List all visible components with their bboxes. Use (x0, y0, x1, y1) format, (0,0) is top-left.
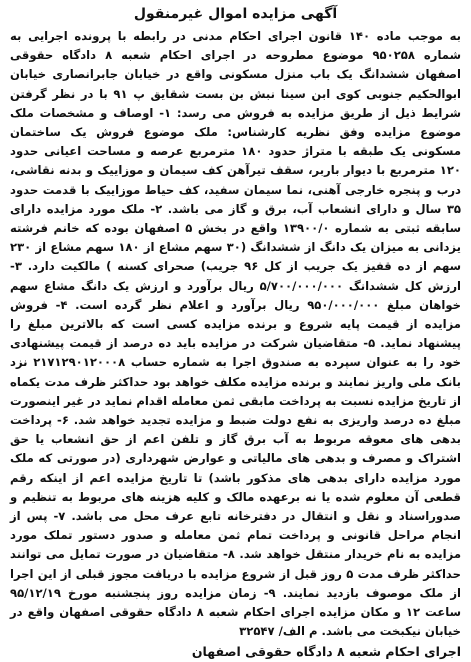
notice-body: به موجب ماده ۱۴۰ قانون اجرای احکام مدنی در رابطه با پرونده اجرایی به شماره ۹۵۰۲۵۸ موضوع مطروحه در اجرای احکام شعبه ۸ دادگاه حقوقی اصفهان ششدانگ یک باب منزل مسکونی واقع در خیابان جابرانصاری خیابان ابوالحکیم جنوبی کوی ابن سینا نبش بن بست شقایق پ ۹۱ با در نظر گرفتن شرایط ذیل از طریق مزایده به فروش می رسد: ۱- اوصاف و مشخصات ملک موضوع مزایده وفق نظریه کارشناس: ملک موضوع فروش یک ساختمان مسکونی یک طبقه با متراژ حدود ۱۸۰ مترمربع عرصه و مساحت اعیانی حدود ۱۲۰ مترمربع با دیوار باربر، سقف تیرآهن کف سیمان و موزاییک و بدنه نقاشی، درب و پنجره خارجی آهنی، نما سیمان سفید، کف حیاط موزاییک با قدمت حدود ۳۵ سال و دارای انشعاب آب، برق و گاز می باشد. ۲- ملک مورد مزایده دارای سابقه ثبتی به شماره ۱۳۹۰۰/۰ واقع در بخش ۵ اصفهان بوده که خانم فرشته یزدانی به میزان یک دانگ از ششدانگ (۳۰ سهم مشاع از ۱۸۰ سهم مشاع از ۲۳۰ سهم از ده قفیز یک جریب از کل ۹۶ جریب) صحرای کسنه ) مالکیت دارد. ۳- ارزش کل ششدانگ ۵/۷۰۰/۰۰۰/۰۰۰ ریال برآورد و ارزش یک دانگ مشاع سهم خواهان مبلغ ۹۵۰/۰۰۰/۰۰۰ ریال برآورد و اعلام نظر گرده است. ۴- فروش مزایده از قیمت پایه شروع و برنده مزایده کسی است که بالاترین مبلغ را پیشنهاد نماید. ۵- متقاضیان شرکت در مزایده باید ده درصد از قیمت پیشنهادی خود را به عنوان سپرده به صندوق اجرا به شماره حساب ۲۱۷۱۲۹۰۱۲۰۰۰۸ نزد بانک ملی واریز نمایند و برنده مزایده مکلف خواهد بود حداکثر ظرف مدت یکماه از تاریخ مزایده نسبت به پرداخت مابقی ثمن معامله اقدام نماید در غیر اینصورت مبلغ ده درصد واریزی به نفع دولت ضبط و مزایده تجدید خواهد شد. ۶- پرداخت بدهی های معوقه مربوط به آب برق گاز و تلفن اعم از حق انشعاب یا حق اشتراک و مصرف و بدهی های مالیاتی و عوارض شهرداری (در صورتی که ملک مورد مزایده دارای بدهی های مذکور باشد) تا تاریخ مزایده اعم از اینکه رقم قطعی آن معلوم شده یا نه برعهده مالک و کلیه هزینه های مربوط به تنظیم و صدوراسناد و نقل و انتقال در دفترخانه تابع عرف محل می باشد. ۷- پس از انجام مراحل قانونی و پرداخت تمام ثمن معامله و صدور دستور تملک مورد مزایده به نام خریدار منتقل خواهد شد. ۸- متقاضیان در صورت تمایل می توانند حداکثر ظرف مدت ۵ روز قبل از شروع مزایده با دریافت مجوز قبلی از این اجرا از ملک موصوف بازدید نمایند. ۹- زمان مزایده روز پنجشنبه مورخ ۹۵/۱۲/۱۹ ساعت ۱۲ و مکان مزایده اجرای احکام شعبه ۸ دادگاه حقوقی اصفهان واقع در خیابان نیکبخت می باشد. م الف/ ۳۲۵۴۷ (10, 29, 462, 639)
notice-signature: اجرای احکام شعبه ۸ دادگاه حقوقی اصفهان (191, 643, 461, 659)
notice-title: آگهی مزایده اموال غیرمنقول (133, 6, 338, 22)
